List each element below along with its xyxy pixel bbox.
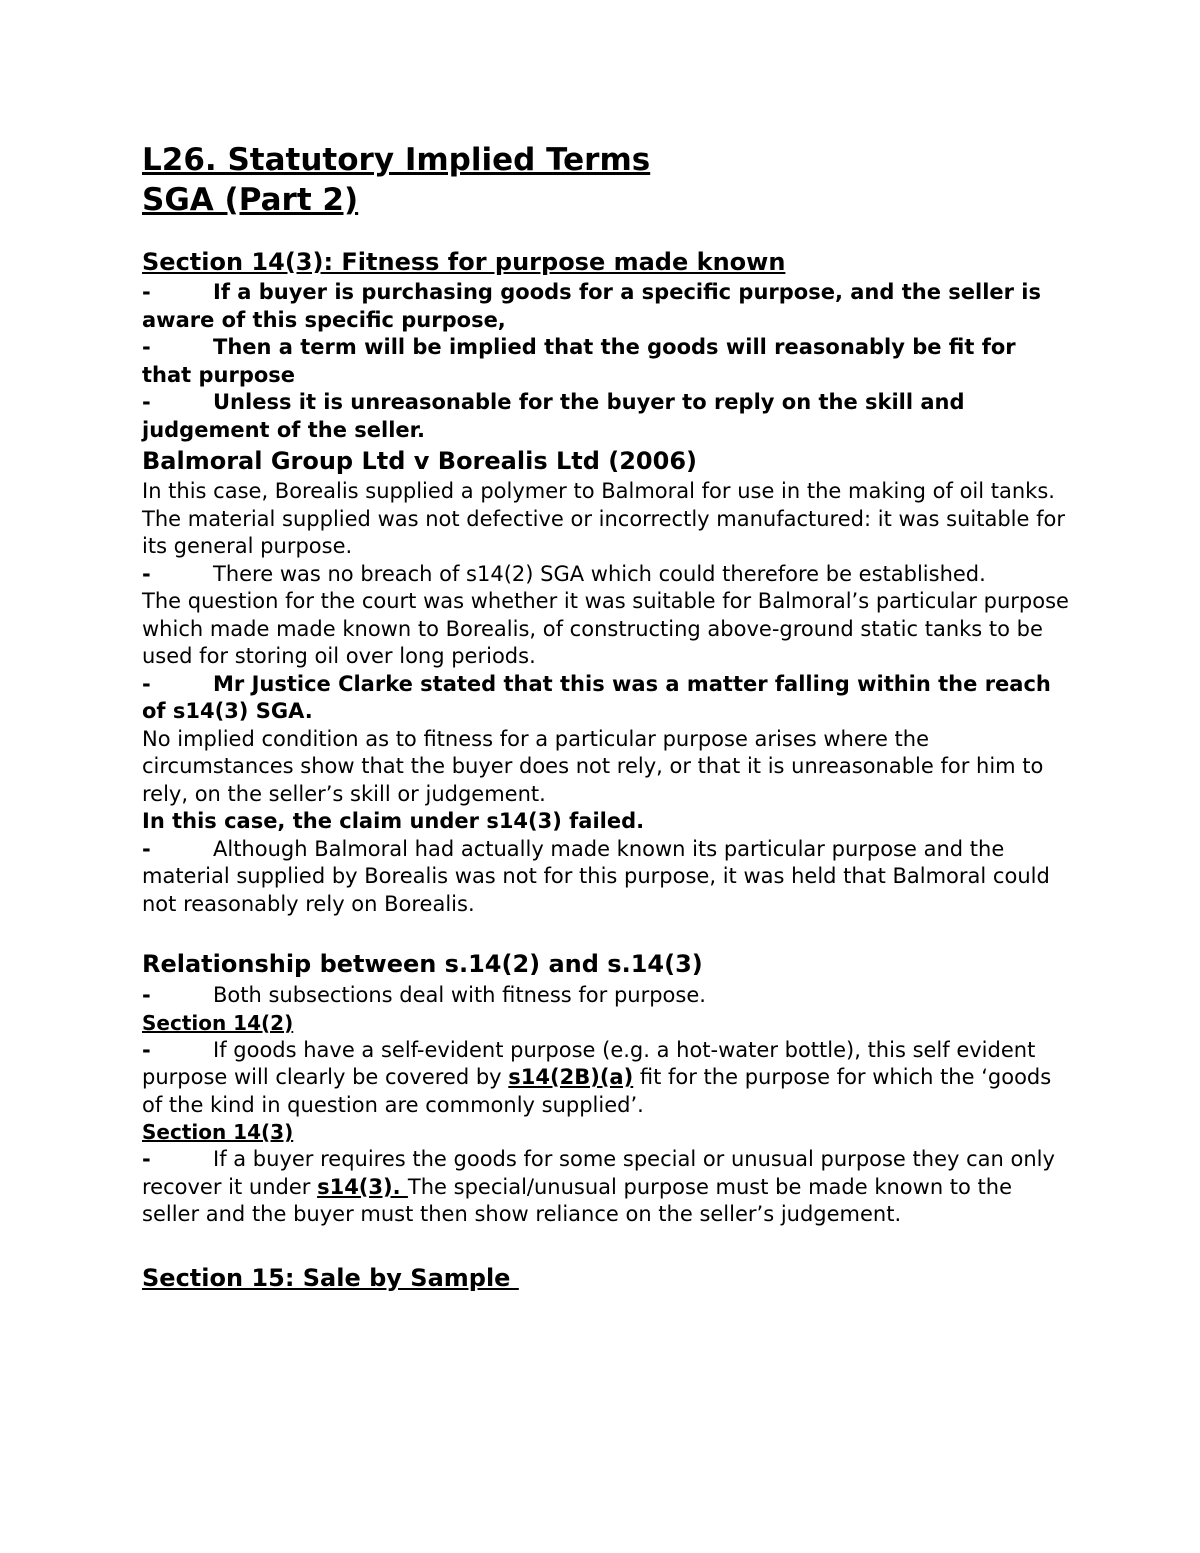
list-item [142, 671, 1072, 726]
case-paragraph: The material supplied was not defective or incorrectly manufactured: it was suitable for its general purpose. [142, 506, 1065, 558]
list-item [142, 1146, 1072, 1229]
relationship-heading [142, 949, 1072, 979]
case-conclusion: In this case, the claim under s14(3) failed. [142, 809, 645, 833]
case-paragraph: No implied condition as to fitness for a particular purpose arises where the circumstances show that the buyer does not rely, or that it is unreasonable for him to rely, on the seller’s skill or judgement. [142, 726, 1044, 806]
list-item [142, 334, 1072, 389]
title-line-2: SGA (Part 2) [142, 182, 359, 218]
subsection-14-3-heading [142, 1119, 1072, 1146]
section-15-heading [142, 1263, 1072, 1293]
bullet-text: If goods have a self-evident purpose (e.g. a hot-water bottle), this self evident purpose will clearly be covered by [142, 1037, 1036, 1089]
bullet-dash: - [142, 1147, 151, 1171]
document-subtitle [142, 182, 1072, 219]
bullet-dash: - [142, 983, 151, 1007]
bullet-text: Although Balmoral had actually made known its particular purpose and the material supplied by Borealis was not for this purpose, it was held that Balmoral could not reasonably rely on Borealis. [142, 836, 1050, 916]
section-14-3-heading-text: Section 14(3): Fitness for purpose made known [142, 248, 786, 276]
list-item [142, 836, 1072, 919]
subsection-14-2-heading [142, 1010, 1072, 1037]
section-14-3-heading [142, 247, 1072, 277]
bullet-text: If a buyer requires the goods for some special or unusual purpose they can only recover it under [142, 1147, 1055, 1199]
list-item [142, 389, 1072, 444]
bullet-dash: - [142, 1037, 151, 1062]
statute-reference: s14(2B)(a) [508, 1065, 634, 1089]
list-item [142, 1037, 1072, 1120]
list-item [142, 982, 1072, 1010]
case-paragraph: In this case, Borealis supplied a polymer to Balmoral for use in the making of oil tanks. [142, 479, 1055, 503]
case-heading-text: Balmoral Group Ltd v Borealis Ltd (2006) [142, 447, 697, 475]
subsection-14-3-heading-text: Section 14(3) [142, 1120, 294, 1144]
bullet-dash: - [142, 335, 151, 359]
document-body [142, 142, 1072, 1293]
bullet-text: If a buyer is purchasing goods for a specific purpose, and the seller is aware of this specific purpose, [142, 280, 1042, 332]
list-item [142, 279, 1072, 334]
bullet-dash: - [142, 390, 151, 414]
bullet-dash: - [142, 836, 151, 861]
bullet-text: Both subsections deal with fitness for purpose. [213, 983, 706, 1007]
bullet-dash: - [142, 280, 151, 304]
bullet-dash: - [142, 671, 151, 696]
relationship-heading-text: Relationship between s.14(2) and s.14(3) [142, 950, 703, 978]
bullet-dash: - [142, 561, 151, 586]
title-line-1: L26. Statutory Implied Terms [142, 142, 651, 178]
document-title [142, 142, 1072, 179]
bullet-text: Mr Justice Clarke stated that this was a matter falling within the reach of s14(3) SGA. [142, 671, 1051, 723]
subsection-14-2-heading-text: Section 14(2) [142, 1010, 294, 1035]
bullet-text-continued: The special/unusual purpose must be made known to the seller and the buyer must then show reliance on the seller’s judgement. [142, 1174, 1013, 1226]
statute-reference: s14(3). [317, 1174, 408, 1199]
case-paragraph: The question for the court was whether it was suitable for Balmoral’s particular purpose which made made known to Borealis, of constructing above-ground static tanks to be used for storing oil over long periods. [142, 589, 1069, 668]
bullet-text: Then a term will be implied that the goods will reasonably be fit for that purpose [142, 335, 1016, 387]
bullet-text: There was no breach of s14(2) SGA which could therefore be established. [213, 561, 986, 586]
list-item [142, 561, 1072, 589]
bullet-text: Unless it is unreasonable for the buyer to reply on the skill and judgement of the seller. [142, 390, 965, 442]
case-heading [142, 446, 1072, 476]
section-15-heading-text: Section 15: Sale by Sample [142, 1263, 519, 1292]
bullet-text-continued: fit for the purpose for which the ‘goods of the kind in question are commonly supplied’. [142, 1065, 1052, 1117]
